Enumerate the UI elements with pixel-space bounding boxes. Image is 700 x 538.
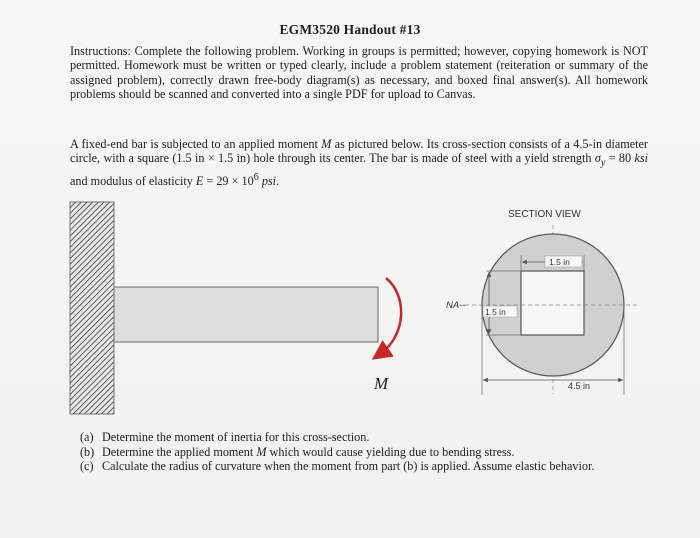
question-a bbox=[80, 430, 650, 445]
diameter-label: 4.5 in bbox=[568, 381, 591, 391]
square-height-label: 1.5 in bbox=[485, 307, 506, 317]
problem-text-1: A fixed-end bar is subjected to an applied moment bbox=[70, 137, 322, 151]
square-width-label: 1.5 in bbox=[549, 257, 570, 267]
problem-text-7: . bbox=[276, 174, 280, 189]
question-b-moment-symbol: M bbox=[256, 444, 267, 459]
instructions-paragraph: Instructions: Complete the following problem. Working in groups is permitted; however, copying homework is NOT permitted. Homework must be written or typed clearly, include a problem statement (reiteration or summary of the assigned problem), correctly drawn free-body diagram(s) as necessary, and boxed final answer(s). All homework problems should be scanned and converted into a single PDF for upload to Canvas. bbox=[70, 44, 648, 102]
square-hole bbox=[521, 271, 584, 335]
moment-arrow bbox=[380, 278, 401, 354]
modulus-symbol: E bbox=[195, 174, 204, 189]
problem-text-5: = 29 × 10 bbox=[203, 174, 254, 189]
moment-label: M bbox=[374, 374, 389, 393]
question-b-text-post: which would cause yielding due to bending stress. bbox=[266, 444, 515, 459]
sigma-symbol: σ bbox=[594, 151, 601, 166]
fixed-wall bbox=[70, 202, 114, 414]
question-b bbox=[80, 445, 650, 460]
bar bbox=[114, 287, 378, 342]
question-list bbox=[80, 430, 650, 474]
question-c bbox=[80, 459, 650, 474]
question-b-text bbox=[102, 445, 650, 460]
sigma-subscript: y bbox=[600, 157, 606, 169]
psi-unit: psi bbox=[261, 174, 277, 189]
question-a-text: Determine the moment of inertia for this cross-section. bbox=[102, 430, 370, 444]
question-b-label: (b) bbox=[80, 444, 95, 459]
question-a-label: (a) bbox=[80, 430, 94, 444]
moment-symbol: M bbox=[321, 137, 332, 151]
ksi-unit: ksi bbox=[634, 151, 649, 166]
question-c-text: Calculate the radius of curvature when the moment from part (b) is applied. Assume elastic behavior. bbox=[102, 459, 595, 473]
problem-text-3: = 80 bbox=[605, 151, 635, 166]
question-c-label: (c) bbox=[80, 459, 94, 473]
page-title: EGM3520 Handout #13 bbox=[279, 22, 421, 37]
neutral-axis-label: NA-- bbox=[446, 300, 466, 311]
problem-text-2: as pictured below. Its cross-section consists of a 4.5-in diameter circle, with a square (1.5 in × 1.5 in) hole through its center. The bar is made of steel with a yield strength bbox=[70, 137, 648, 166]
exponent: 6 bbox=[253, 172, 259, 184]
question-b-text-pre: Determine the applied moment bbox=[102, 444, 257, 459]
section-view-label: SECTION VIEW bbox=[508, 209, 581, 220]
problem-text-4: and modulus of elasticity bbox=[70, 174, 196, 189]
